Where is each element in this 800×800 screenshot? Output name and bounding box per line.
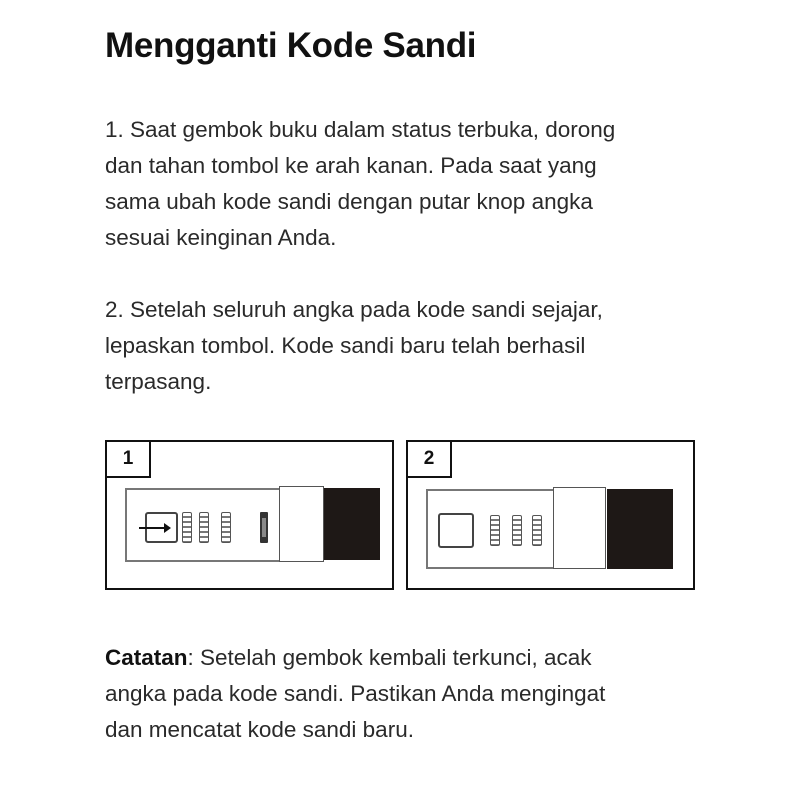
page-title: Mengganti Kode Sandi: [105, 26, 477, 65]
combination-dial-icon: [512, 515, 522, 546]
push-button-icon: [438, 513, 474, 548]
step-2-line: terpasang.: [105, 369, 212, 394]
step-2-line: 2. Setelah seluruh angka pada kode sandi sejajar,: [105, 297, 603, 322]
step-1-paragraph: [105, 112, 725, 256]
step-1-line: sesuai keinginan Anda.: [105, 225, 337, 250]
lock-body: [125, 488, 283, 562]
lock-body: [426, 489, 556, 569]
lock-shackle-block: [607, 489, 673, 569]
step-2-line: lepaskan tombol. Kode sandi baru telah berhasil: [105, 333, 586, 358]
arrow-right-icon: [139, 527, 169, 529]
note-paragraph: [105, 640, 725, 748]
step-2-paragraph: [105, 292, 725, 400]
note-line: angka pada kode sandi. Pastikan Anda mengingat: [105, 681, 606, 706]
combination-dial-icon: [221, 512, 231, 543]
step-1-line: dan tahan tombol ke arah kanan. Pada saat yang: [105, 153, 597, 178]
slider-icon: [260, 512, 268, 543]
diagram-step-2: [406, 440, 695, 590]
note-text: : Setelah gembok kembali terkunci, acak: [187, 645, 592, 670]
lock-shackle-block: [324, 488, 380, 560]
combination-dial-icon: [490, 515, 500, 546]
note-line: [105, 640, 725, 676]
combination-dial-icon: [532, 515, 542, 546]
diagram-step-label: 2: [406, 440, 452, 478]
step-1-line: sama ubah kode sandi dengan putar knop angka: [105, 189, 593, 214]
diagram-step-1: [105, 440, 394, 590]
lock-sleeve: [553, 487, 606, 569]
lock-sleeve: [279, 486, 324, 562]
step-1-line: 1. Saat gembok buku dalam status terbuka, dorong: [105, 117, 616, 142]
note-line: dan mencatat kode sandi baru.: [105, 717, 414, 742]
diagram-step-label: 1: [105, 440, 151, 478]
note-label: Catatan: [105, 645, 188, 670]
combination-dial-icon: [199, 512, 209, 543]
combination-dial-icon: [182, 512, 192, 543]
